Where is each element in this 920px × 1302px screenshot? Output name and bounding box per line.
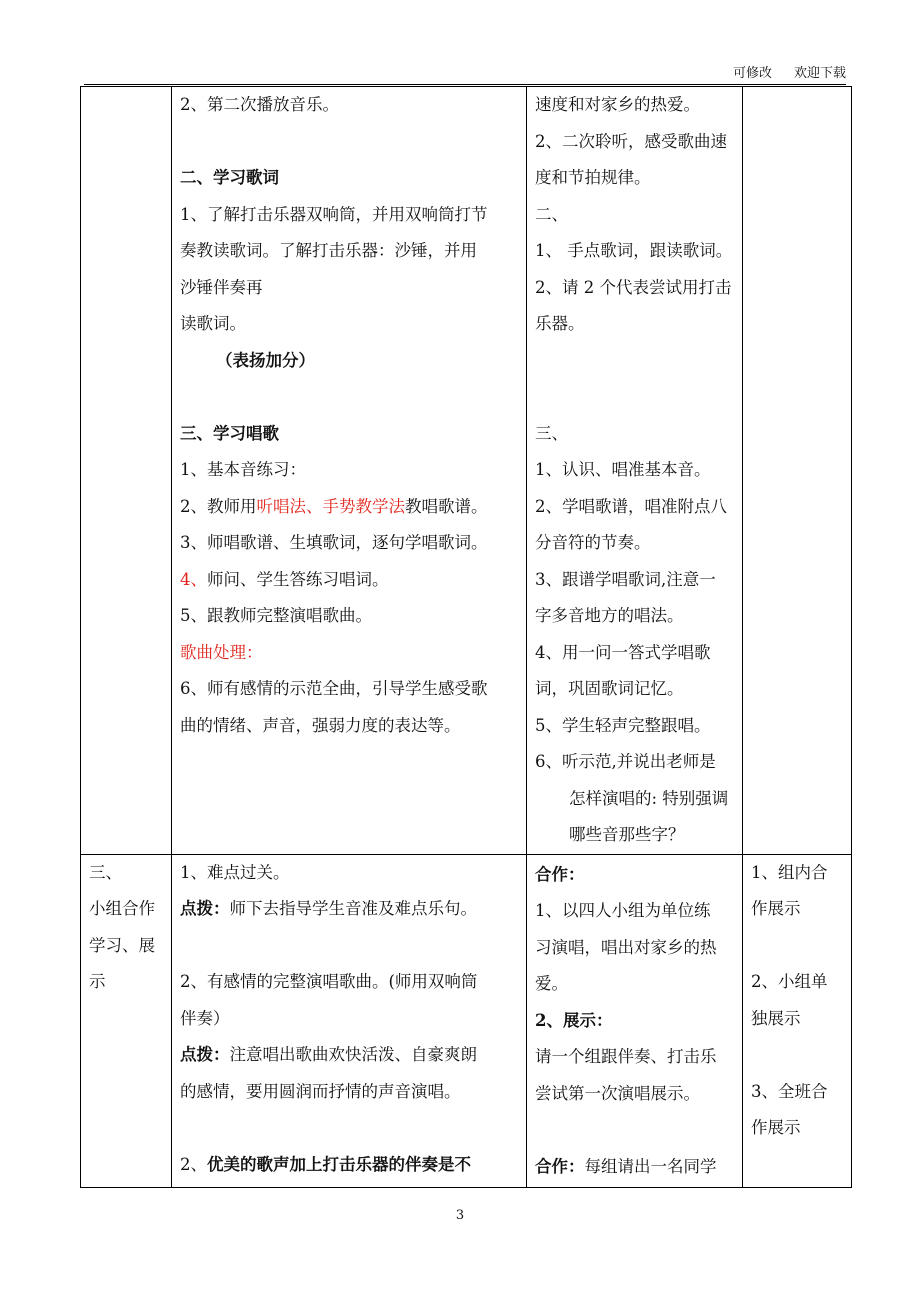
header-download-label: 欢迎下载 bbox=[793, 66, 846, 81]
text-segment: 2、教师用 bbox=[180, 496, 257, 516]
text-line: 二、 bbox=[535, 204, 568, 224]
text-line: 三、 bbox=[89, 862, 122, 882]
notes-cell bbox=[743, 87, 852, 855]
text-segment: 师下去指导学生音准及难点乐句。 bbox=[229, 899, 477, 918]
table-row bbox=[81, 854, 852, 1187]
text-segment: 注意唱出歌曲欢快活泼、自豪爽朗 bbox=[229, 1045, 477, 1064]
bold-label: 合作： bbox=[535, 1156, 585, 1176]
text-line: 伴奏） bbox=[180, 1008, 230, 1028]
text-line: 1、基本音练习： bbox=[180, 460, 306, 479]
highlight-text: 听唱法、手势教学法 bbox=[256, 496, 405, 516]
text-line: 1、组内合 bbox=[751, 862, 828, 882]
text-line: 奏教读歌词。了解打击乐器：沙锤，并用 bbox=[180, 241, 477, 260]
stage-cell bbox=[81, 854, 172, 1187]
text-line: 哪些音那些字？ bbox=[569, 825, 685, 844]
text-segment: 教唱歌谱。 bbox=[405, 496, 488, 516]
text-line: 速度和对家乡的热爱。 bbox=[535, 95, 700, 114]
header-rule bbox=[84, 84, 846, 85]
text-line: 2、学唱歌谱，唱准附点八 bbox=[535, 496, 727, 516]
bold-text: 优美的歌声加上打击乐器的伴奏是不 bbox=[207, 1154, 471, 1174]
text-line: 曲的情绪、声音，强弱力度的表达等。 bbox=[180, 715, 461, 735]
table-row bbox=[81, 87, 852, 855]
highlight-heading: 歌曲处理： bbox=[180, 642, 263, 662]
text-line bbox=[180, 489, 522, 526]
text-line: 读歌词。 bbox=[180, 314, 246, 333]
text-line: 示 bbox=[89, 972, 106, 991]
text-line: 2、请 2 个代表尝试用打击 bbox=[535, 277, 732, 297]
text-line: 度和节拍规律。 bbox=[535, 168, 651, 187]
praise-note: （表扬加分） bbox=[216, 350, 315, 370]
text-segment: 每组请出一名同学 bbox=[584, 1156, 717, 1176]
teacher-activity-cell bbox=[172, 854, 527, 1187]
stage-cell bbox=[81, 87, 172, 855]
text-line: 1、难点过关。 bbox=[180, 862, 290, 882]
text-line: 作展示 bbox=[751, 1118, 801, 1137]
text-line: 尝试第一次演唱展示。 bbox=[535, 1083, 700, 1103]
lesson-plan-table bbox=[80, 86, 852, 1188]
text-line: 3、跟谱学唱歌词,注意一 bbox=[535, 569, 716, 589]
text-line: 1、以四人小组为单位练 bbox=[535, 901, 711, 920]
section-heading: 三、学习唱歌 bbox=[180, 423, 279, 443]
text-line: 小组合作 bbox=[89, 899, 155, 918]
text-line: 习演唱，唱出对家乡的热 bbox=[535, 937, 717, 957]
text-line: 2、第二次播放音乐。 bbox=[180, 95, 339, 114]
highlight-text: 4、 bbox=[180, 569, 207, 589]
text-line: 分音符的节奏。 bbox=[535, 533, 651, 552]
text-segment: 2、 bbox=[180, 1154, 207, 1174]
text-line: 1、认识、唱准基本音。 bbox=[535, 460, 711, 479]
bold-label: 2、展示： bbox=[535, 1010, 613, 1030]
text-line: 2、有感情的完整演唱歌曲。(师用双响筒 bbox=[180, 972, 478, 991]
text-line: 1、了解打击乐器双响筒，并用双响筒打节 bbox=[180, 204, 488, 224]
text-line: 4、用一问一答式学唱歌 bbox=[535, 642, 711, 662]
teacher-activity-cell bbox=[172, 87, 527, 855]
text-line: 3、全班合 bbox=[751, 1081, 828, 1101]
text-line bbox=[180, 1147, 522, 1184]
text-line: 乐器。 bbox=[535, 314, 585, 333]
student-activity-cell bbox=[527, 854, 743, 1187]
text-line: 1、 手点歌词，跟读歌词。 bbox=[535, 241, 733, 260]
text-line bbox=[180, 891, 522, 928]
text-line bbox=[180, 562, 522, 599]
page-number: 3 bbox=[455, 1208, 465, 1223]
text-line bbox=[535, 1149, 738, 1186]
page-header bbox=[84, 62, 846, 84]
student-activity-cell bbox=[527, 87, 743, 855]
section-heading: 二、学习歌词 bbox=[180, 168, 279, 187]
text-line: 三、 bbox=[535, 423, 568, 443]
text-line: 爱。 bbox=[535, 974, 568, 993]
text-line bbox=[180, 1037, 522, 1074]
text-line: 怎样演唱的: 特别强调 bbox=[569, 788, 729, 808]
bold-label: 点拨： bbox=[180, 1045, 230, 1064]
notes-cell bbox=[743, 854, 852, 1187]
text-line: 3、师唱歌谱、生填歌词，逐句学唱歌词。 bbox=[180, 533, 488, 552]
text-line: 词，巩固歌词记忆。 bbox=[535, 679, 684, 698]
text-line: 2、小组单 bbox=[751, 972, 828, 991]
text-line: 6、师有感情的示范全曲，引导学生感受歌 bbox=[180, 679, 488, 698]
text-line: 学习、展 bbox=[89, 935, 155, 955]
header-editable-label: 可修改 bbox=[732, 66, 772, 81]
text-line: 5、学生轻声完整跟唱。 bbox=[535, 715, 711, 735]
text-line: 的感情，要用圆润而抒情的声音演唱。 bbox=[180, 1081, 461, 1101]
text-line: 沙锤伴奏再 bbox=[180, 277, 263, 297]
text-line: 作展示 bbox=[751, 899, 801, 918]
text-segment: 师问、学生答练习唱词。 bbox=[207, 569, 389, 589]
text-line: 6、听示范,并说出老师是 bbox=[535, 752, 716, 771]
bold-label: 合作： bbox=[535, 864, 585, 884]
text-line: 字多音地方的唱法。 bbox=[535, 606, 684, 625]
bold-label: 点拨： bbox=[180, 899, 230, 918]
text-line: 请一个组跟伴奏、打击乐 bbox=[535, 1047, 717, 1066]
text-line: 独展示 bbox=[751, 1008, 801, 1028]
text-line: 5、跟教师完整演唱歌曲。 bbox=[180, 606, 372, 625]
text-line: 2、二次聆听，感受歌曲速 bbox=[535, 131, 727, 151]
